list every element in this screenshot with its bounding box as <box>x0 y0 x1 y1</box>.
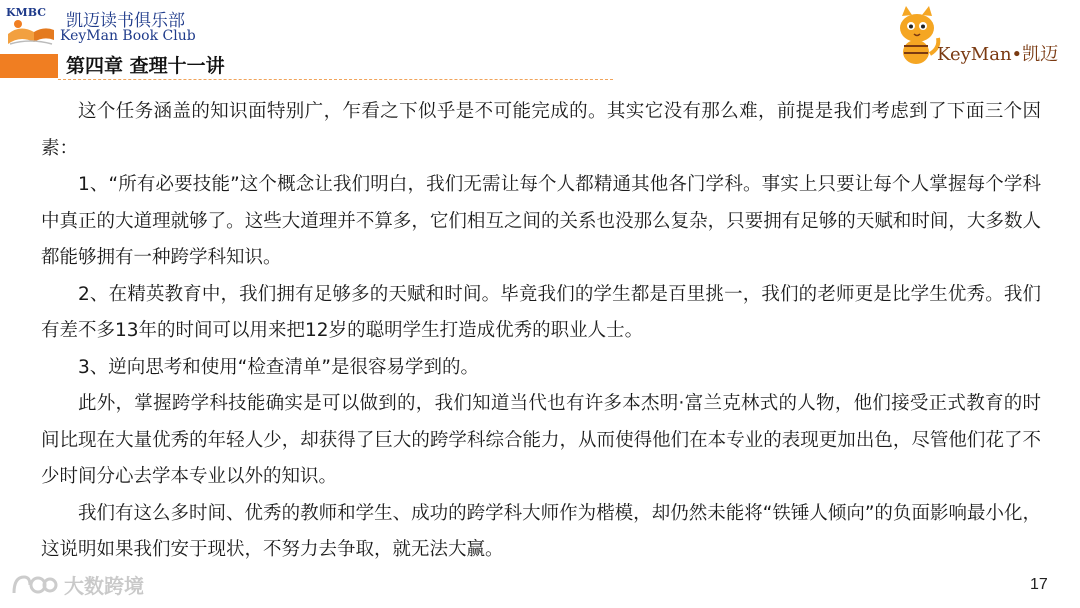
watermark-logo-icon <box>10 571 58 599</box>
paragraph-intro: 这个任务涵盖的知识面特别广，乍看之下似乎是不可能完成的。其实它没有那么难，前提是我们考虑到了下面三个因素： <box>41 101 1041 159</box>
watermark <box>10 570 144 599</box>
book-club-logo-icon <box>4 4 56 48</box>
paragraph-additional: 此外，掌握跨学科技能确实是可以做到的，我们知道当代也有许多本杰明·富兰克林式的人物，他们接受正式教育的时间比现在大量优秀的年轻人少，却获得了巨大的跨学科综合能力，从而使得他们在本专业的表现更加出色，尽管他们花了不少时间分心去学本专业以外的知识。 <box>41 393 1041 487</box>
keyman-logo-text: KeyMan•凯迈 <box>937 44 1059 65</box>
brand-abbr: KMBC <box>6 6 46 19</box>
paragraph-point-2: 2、在精英教育中，我们拥有足够多的天赋和时间。毕竟我们的学生都是百里挑一，我们的老师更是比学生优秀。我们有差不多13年的时间可以用来把12岁的聪明学生打造成优秀的职业人士。 <box>41 283 1041 341</box>
page-number: 17 <box>1030 576 1048 593</box>
brand-name-english: KeyMan Book Club <box>60 28 196 44</box>
paragraph-point-3: 3、逆向思考和使用“检查清单”是很容易学到的。 <box>78 356 479 378</box>
title-divider <box>58 79 613 80</box>
watermark-text: 大数跨境 <box>64 574 144 598</box>
brand-name-chinese: 凯迈读书俱乐部 <box>66 11 185 31</box>
chapter-body <box>41 94 1041 569</box>
title-accent-band <box>0 54 58 78</box>
paragraph-conclusion: 我们有这么多时间、优秀的教师和学生、成功的跨学科大师作为楷模，却仍然未能将“铁锤人倾向”的负面影响最小化，这说明如果我们安于现状，不努力去争取，就无法大赢。 <box>41 502 1041 560</box>
chapter-title: 第四章 查理十一讲 <box>66 55 225 77</box>
paragraph-point-1: 1、“所有必要技能”这个概念让我们明白，我们无需让每个人都精通其他各门学科。事实上只要让每个人掌握每个学科中真正的大道理就够了。这些大道理并不算多，它们相互之间的关系也没那么复杂，只要拥有足够的天赋和时间，大多数人都能够拥有一种跨学科知识。 <box>41 174 1041 268</box>
